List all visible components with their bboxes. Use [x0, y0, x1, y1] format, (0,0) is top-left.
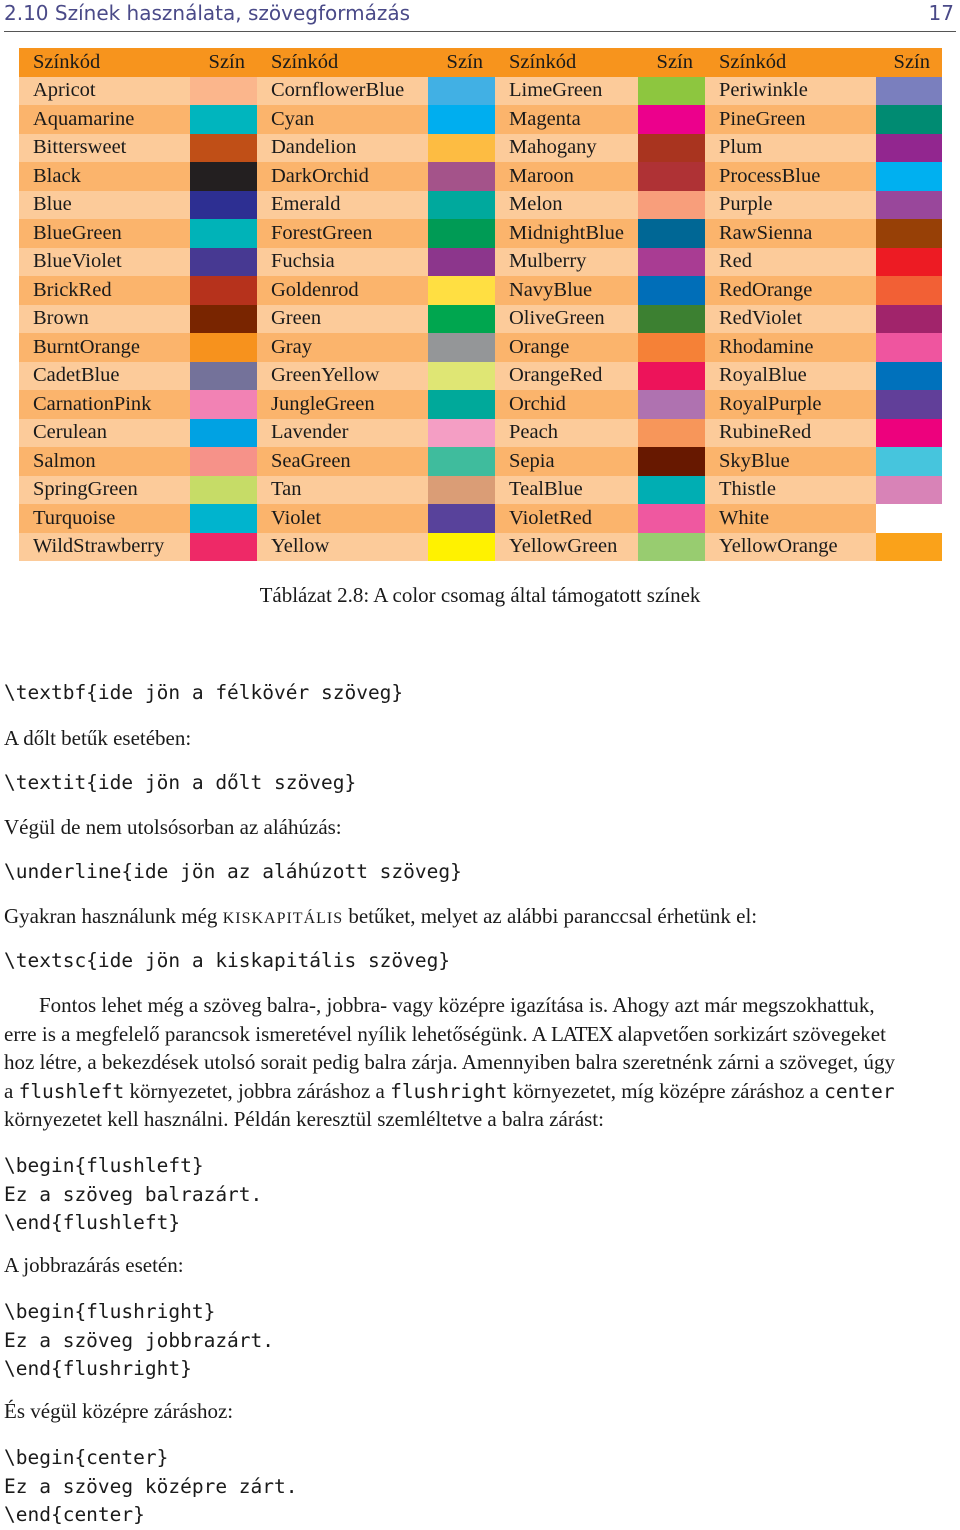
column-header: Színkód [495, 48, 638, 77]
color-name-cell: Goldenrod [257, 276, 428, 305]
table-row [19, 105, 942, 134]
color-name-cell: Orange [495, 333, 638, 362]
color-swatch [876, 333, 942, 362]
code-textit: \textit{ide jön a dőlt szöveg} [4, 771, 357, 794]
table-row [19, 162, 942, 191]
color-swatch [876, 105, 942, 134]
paragraph-text: környezetet, míg középre záráshoz a [512, 1078, 819, 1103]
color-name-cell: CornflowerBlue [257, 77, 428, 106]
color-swatch [190, 276, 257, 305]
color-swatch [876, 447, 942, 476]
color-name-cell: Periwinkle [705, 77, 876, 106]
section-title: 2.10 Színek használata, szövegformázás [4, 1, 411, 25]
color-name-cell: ProcessBlue [705, 162, 876, 191]
page-number: 17 [928, 1, 954, 25]
color-name-cell: Blue [19, 191, 190, 220]
alignment-paragraph [4, 991, 958, 1134]
color-swatch [638, 333, 705, 362]
inline-code: center [824, 1079, 895, 1103]
color-swatch [876, 419, 942, 448]
color-name-cell: PineGreen [705, 105, 876, 134]
color-name-cell: RoyalPurple [705, 390, 876, 419]
color-name-cell: Gray [257, 333, 428, 362]
color-name-cell: SkyBlue [705, 447, 876, 476]
color-swatch [190, 305, 257, 334]
color-name-cell: RubineRed [705, 419, 876, 448]
color-name-cell: Thistle [705, 476, 876, 505]
column-header: Szín [190, 48, 257, 77]
color-swatch [190, 77, 257, 106]
color-name-cell: SeaGreen [257, 447, 428, 476]
paragraph-line [4, 1020, 958, 1049]
smallcaps-intro-before: Gyakran használunk még [4, 904, 218, 928]
color-swatch [876, 276, 942, 305]
color-swatch [428, 533, 495, 562]
color-name-cell: RedOrange [705, 276, 876, 305]
color-name-cell: Mulberry [495, 248, 638, 277]
color-swatch [190, 333, 257, 362]
color-name-cell: BlueViolet [19, 248, 190, 277]
color-swatch [190, 476, 257, 505]
color-name-cell: Mahogany [495, 134, 638, 163]
paragraph-line [4, 1077, 958, 1106]
color-swatch [190, 533, 257, 562]
paragraph-text: alapvetően sorkizárt szövegeket [617, 1021, 886, 1046]
color-swatch [190, 105, 257, 134]
color-swatch [876, 362, 942, 391]
color-name-cell: ForestGreen [257, 219, 428, 248]
color-swatch [638, 533, 705, 562]
color-swatch [876, 305, 942, 334]
color-name-cell: Cyan [257, 105, 428, 134]
color-swatch [638, 105, 705, 134]
color-swatch [876, 219, 942, 248]
color-swatch [190, 248, 257, 277]
color-swatch [638, 447, 705, 476]
color-name-cell: Turquoise [19, 504, 190, 533]
table-row [19, 276, 942, 305]
color-swatch [638, 362, 705, 391]
color-name-cell: Purple [705, 191, 876, 220]
color-name-cell: Magenta [495, 105, 638, 134]
color-name-cell: OliveGreen [495, 305, 638, 334]
column-header: Szín [428, 48, 495, 77]
color-swatch [638, 162, 705, 191]
table-row [19, 504, 942, 533]
color-swatch [876, 248, 942, 277]
paragraph-text: környezetet, jobbra záráshoz a [129, 1078, 385, 1103]
column-header: Szín [876, 48, 942, 77]
color-name-cell: CadetBlue [19, 362, 190, 391]
color-name-cell: OrangeRed [495, 362, 638, 391]
color-swatch [428, 476, 495, 505]
color-swatch [638, 390, 705, 419]
color-name-cell: Melon [495, 191, 638, 220]
color-swatch [638, 134, 705, 163]
color-swatch [428, 333, 495, 362]
smallcaps-intro-after: betűket, melyet az alábbi paranccsal érhetünk el: [348, 904, 758, 928]
smallcaps-word: KISKAPITÁLIS [222, 910, 344, 927]
table-row [19, 219, 942, 248]
table-row [19, 305, 942, 334]
color-name-cell: Bittersweet [19, 134, 190, 163]
color-name-cell: White [705, 504, 876, 533]
code-textsc: \textsc{ide jön a kiskapitális szöveg} [4, 949, 451, 972]
color-swatch [428, 162, 495, 191]
color-table [19, 48, 942, 561]
color-name-cell: JungleGreen [257, 390, 428, 419]
code-underline: \underline{ide jön az aláhúzott szöveg} [4, 860, 462, 883]
color-swatch [876, 504, 942, 533]
color-name-cell: Cerulean [19, 419, 190, 448]
color-swatch [190, 419, 257, 448]
code-flushright: \begin{flushright} Ez a szöveg jobbrazárt. \end{flushright} [4, 1300, 275, 1380]
color-swatch [190, 219, 257, 248]
table-row [19, 390, 942, 419]
color-name-cell: RoyalBlue [705, 362, 876, 391]
code-textbf: \textbf{ide jön a félkövér szöveg} [4, 681, 404, 704]
color-name-cell: DarkOrchid [257, 162, 428, 191]
inline-code: flushleft [18, 1079, 125, 1103]
color-name-cell: Plum [705, 134, 876, 163]
color-swatch [428, 77, 495, 106]
color-swatch [428, 305, 495, 334]
color-swatch [638, 419, 705, 448]
color-table-body [19, 77, 942, 562]
header-rule [4, 31, 956, 32]
color-swatch [190, 362, 257, 391]
color-name-cell: YellowGreen [495, 533, 638, 562]
code-flushleft: \begin{flushleft} Ez a szöveg balrazárt. \end{flushleft} [4, 1154, 263, 1234]
color-swatch [876, 162, 942, 191]
color-swatch [638, 219, 705, 248]
table-caption: Táblázat 2.8: A color csomag által támogatott színek [259, 583, 701, 607]
color-swatch [638, 77, 705, 106]
table-row [19, 362, 942, 391]
paragraph-text: erre is a megfelelő parancsok ismeretével nyílik lehetőségünk. A [4, 1021, 546, 1046]
color-name-cell: BrickRed [19, 276, 190, 305]
color-name-cell: VioletRed [495, 504, 638, 533]
color-swatch [190, 504, 257, 533]
color-swatch [428, 134, 495, 163]
paragraph-line: hoz létre, a bekezdések utolsó sorait pedig balra zárja. Amennyiben balra szeretnénk zárni a szöveget, úgy [4, 1050, 895, 1074]
inline-code: flushright [390, 1079, 508, 1103]
latex-logo: LATEX [550, 1021, 613, 1046]
color-swatch [428, 219, 495, 248]
color-name-cell: MidnightBlue [495, 219, 638, 248]
color-swatch [876, 77, 942, 106]
table-row [19, 447, 942, 476]
color-name-cell: WildStrawberry [19, 533, 190, 562]
color-swatch [428, 276, 495, 305]
color-name-cell: NavyBlue [495, 276, 638, 305]
table-row [19, 248, 942, 277]
color-swatch [428, 191, 495, 220]
color-swatch [876, 533, 942, 562]
color-swatch [876, 134, 942, 163]
color-name-cell: CarnationPink [19, 390, 190, 419]
color-name-cell: Rhodamine [705, 333, 876, 362]
column-header: Színkód [19, 48, 190, 77]
color-swatch [638, 305, 705, 334]
color-swatch [428, 504, 495, 533]
color-swatch [428, 390, 495, 419]
color-name-cell: TealBlue [495, 476, 638, 505]
color-name-cell: BurntOrange [19, 333, 190, 362]
table-row [19, 191, 942, 220]
code-center: \begin{center} Ez a szöveg középre zárt. \end{center} [4, 1446, 298, 1526]
table-row [19, 419, 942, 448]
color-swatch [876, 390, 942, 419]
color-swatch [638, 191, 705, 220]
color-name-cell: SpringGreen [19, 476, 190, 505]
color-swatch [638, 248, 705, 277]
color-swatch [190, 191, 257, 220]
color-name-cell: Salmon [19, 447, 190, 476]
color-name-cell: Green [257, 305, 428, 334]
color-name-cell: Emerald [257, 191, 428, 220]
color-name-cell: BlueGreen [19, 219, 190, 248]
color-name-cell: Yellow [257, 533, 428, 562]
color-name-cell: Tan [257, 476, 428, 505]
color-name-cell: GreenYellow [257, 362, 428, 391]
color-swatch [638, 476, 705, 505]
color-name-cell: Aquamarine [19, 105, 190, 134]
color-swatch [428, 362, 495, 391]
paragraph-line: környezetet kell használni. Példán keresztül szemléltetve a balra zárást: [4, 1107, 604, 1131]
column-header: Szín [638, 48, 705, 77]
color-name-cell: Sepia [495, 447, 638, 476]
color-swatch [428, 447, 495, 476]
color-swatch [428, 248, 495, 277]
center-intro: És végül középre záráshoz: [4, 1399, 234, 1423]
running-header [0, 0, 960, 26]
color-name-cell: Peach [495, 419, 638, 448]
paragraph-text: a [4, 1078, 14, 1103]
color-name-cell: Orchid [495, 390, 638, 419]
color-name-cell: Brown [19, 305, 190, 334]
italic-intro: A dőlt betűk esetében: [4, 726, 192, 750]
table-header-row [19, 48, 942, 77]
color-name-cell: Dandelion [257, 134, 428, 163]
color-name-cell: Black [19, 162, 190, 191]
table-row [19, 77, 942, 106]
color-name-cell: LimeGreen [495, 77, 638, 106]
color-swatch [190, 162, 257, 191]
color-name-cell: Fuchsia [257, 248, 428, 277]
color-swatch [190, 447, 257, 476]
color-name-cell: Lavender [257, 419, 428, 448]
color-name-cell: Red [705, 248, 876, 277]
flushright-intro: A jobbrazárás esetén: [4, 1253, 184, 1277]
smallcaps-intro [4, 904, 757, 929]
color-swatch [190, 134, 257, 163]
column-header: Színkód [257, 48, 428, 77]
color-swatch [638, 276, 705, 305]
table-row [19, 476, 942, 505]
table-row [19, 533, 942, 562]
color-name-cell: YellowOrange [705, 533, 876, 562]
paragraph-line: Fontos lehet még a szöveg balra-, jobbra- vagy középre igazítása is. Ahogy azt már megszokhattuk, [39, 993, 875, 1017]
underline-intro: Végül de nem utolsósorban az aláhúzás: [4, 815, 342, 839]
color-name-cell: RedViolet [705, 305, 876, 334]
table-row [19, 333, 942, 362]
color-swatch [428, 419, 495, 448]
color-swatch [428, 105, 495, 134]
color-swatch [876, 476, 942, 505]
column-header: Színkód [705, 48, 876, 77]
color-name-cell: RawSienna [705, 219, 876, 248]
color-swatch [638, 504, 705, 533]
color-name-cell: Violet [257, 504, 428, 533]
color-name-cell: Apricot [19, 77, 190, 106]
color-name-cell: Maroon [495, 162, 638, 191]
color-swatch [190, 390, 257, 419]
table-row [19, 134, 942, 163]
color-swatch [876, 191, 942, 220]
